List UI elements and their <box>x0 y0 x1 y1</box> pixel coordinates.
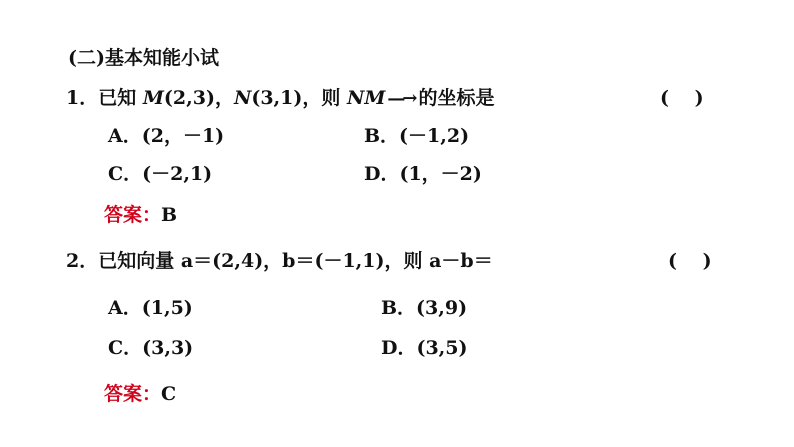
question-1-suffix: 的坐标是 <box>418 87 495 109</box>
vector-arrow-icon: —→ <box>387 88 415 109</box>
question-2-stem: 2．已知向量 a＝(2,4)，b＝(－1,1)，则 a－b＝ <box>66 250 493 272</box>
question-2-option-b: B．(3,9) <box>381 297 468 319</box>
point-n-coords: (3,1)， <box>251 87 322 109</box>
question-2-option-a: A．(1,5) <box>108 297 193 319</box>
question-1-option-a: A．(2，－1) <box>108 125 225 147</box>
question-1-option-c: C．(－2,1) <box>108 163 213 185</box>
question-1-answer <box>104 203 177 227</box>
question-2-answer-blank: ( ) <box>668 250 712 272</box>
question-2-answer-label: 答案： <box>104 383 162 405</box>
question-1-number: 1． <box>66 87 99 109</box>
question-2-answer <box>104 382 176 406</box>
question-1-option-d: D．(1，－2) <box>364 163 482 185</box>
question-1-stem <box>66 86 495 111</box>
point-m-coords: (2,3)， <box>163 87 234 109</box>
point-n-label: N <box>233 87 252 109</box>
question-1-prefix: 已知 <box>98 87 143 109</box>
question-1-answer-blank: ( ) <box>660 87 704 109</box>
question-1-answer-value: B <box>161 204 178 226</box>
vector-nm-label: NM <box>347 87 386 109</box>
point-m-label: M <box>142 87 164 109</box>
section-title: (二)基本知能小试 <box>68 47 219 69</box>
question-1-option-b: B．(－1,2) <box>364 125 470 147</box>
question-1-answer-label: 答案： <box>104 204 162 226</box>
question-2-option-c: C．(3,3) <box>108 337 194 359</box>
question-2-option-d: D．(3,5) <box>381 337 468 359</box>
question-1-then: 则 <box>321 87 347 109</box>
question-2-answer-value: C <box>161 383 177 405</box>
